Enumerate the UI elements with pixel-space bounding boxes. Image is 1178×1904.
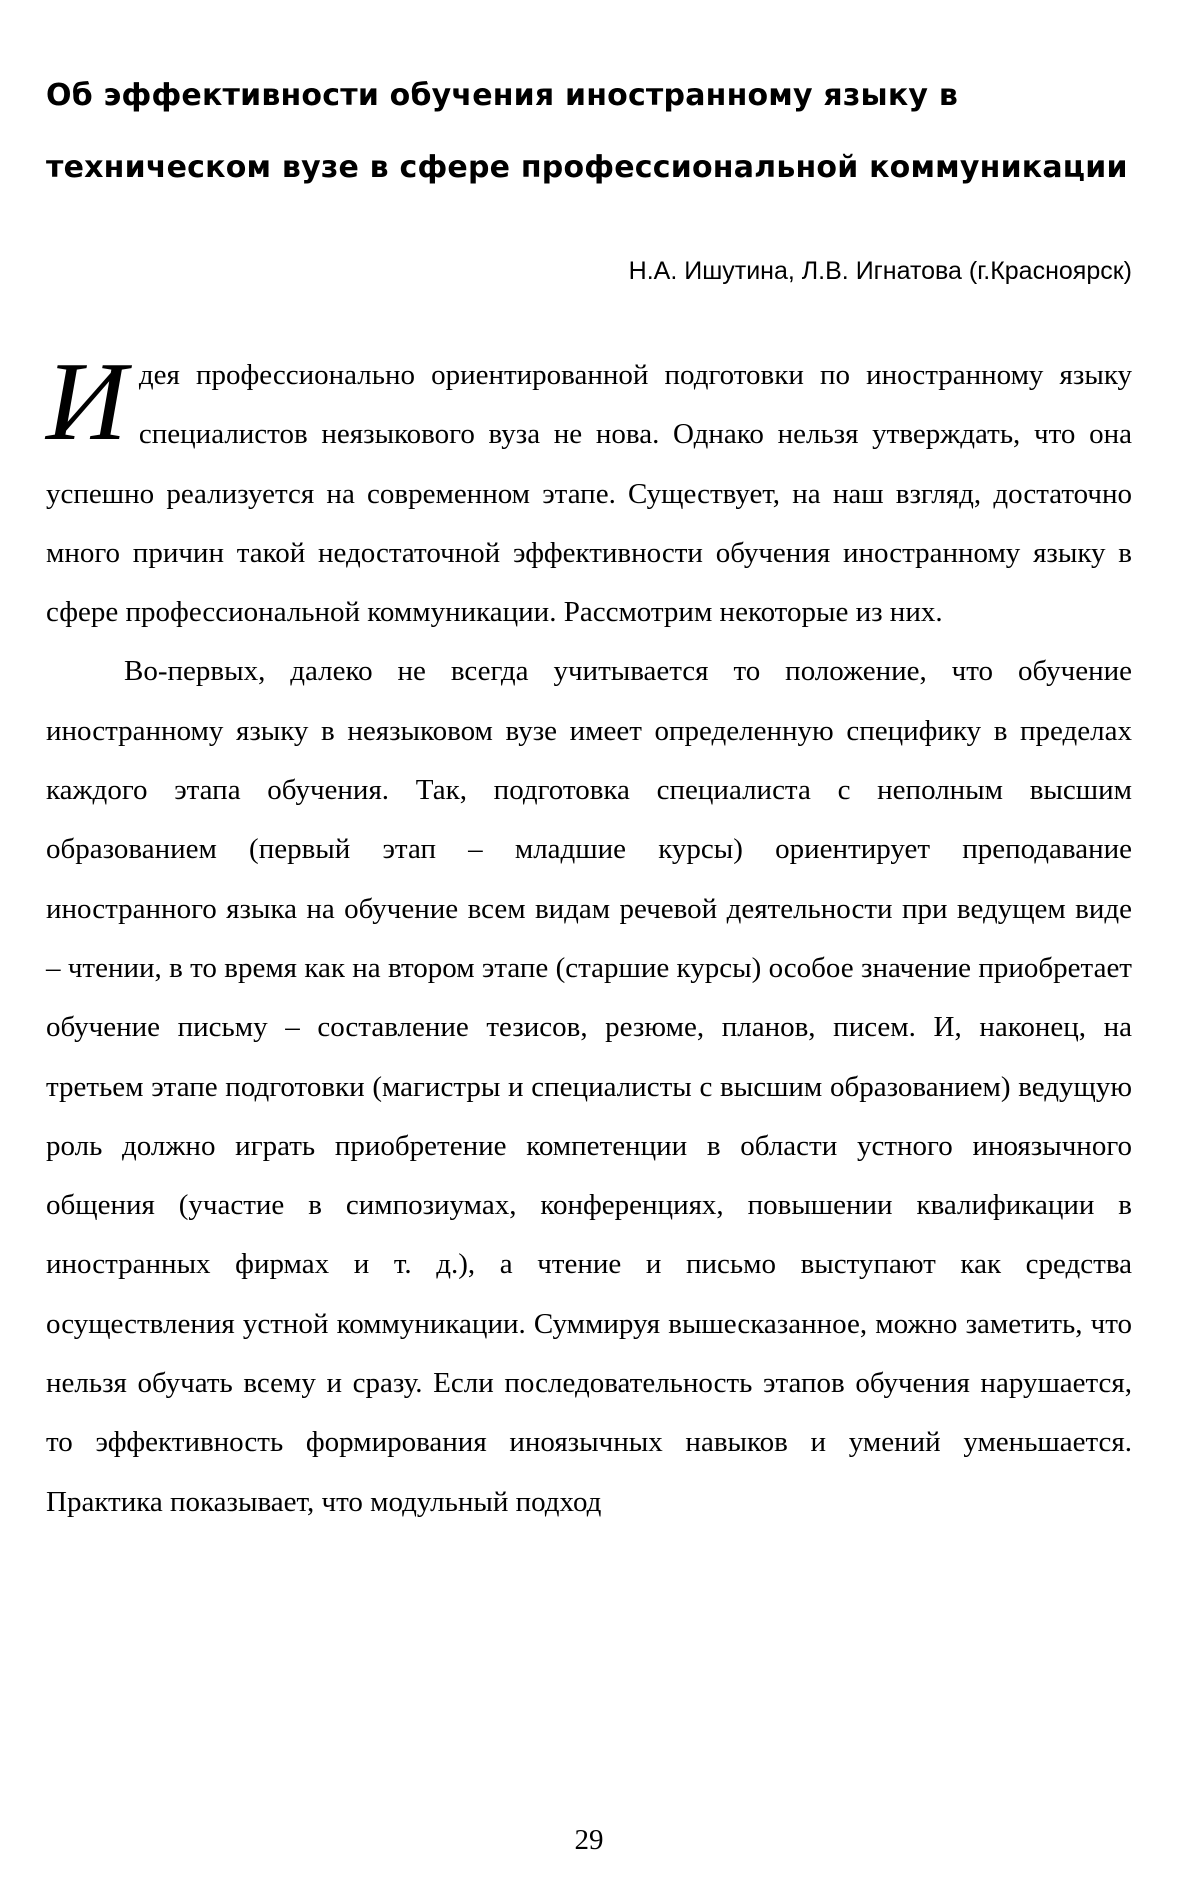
article-authors: Н.А. Ишутина, Л.В. Игнатова (г.Красноярск) [628, 257, 1132, 285]
paragraph-1 [46, 340, 1132, 642]
paragraph-1-text: дея профессионально ориентированной подготовки по иностранному языку специалистов неязыкового вуза не нова. Однако нельзя утверждать, что она успешно реализуется на современном этапе. Существует, на наш взгляд, достаточно много причин такой недостаточной эффективности обучения иностранному языку в сфере профессиональной коммуникации. Рассмотрим некоторые из них. [46, 359, 1132, 629]
paragraph-2: Во-первых, далеко не всегда учитывается то положение, что обучение иностранному языку в неязыковом вузе имеет определенную специфику в пределах каждого этапа обучения. Так, подготовка специалиста с неполным высшим образованием (первый этап – младшие курсы) ориентирует преподавание иностранного языка на обучение всем видам речевой деятельности при ведущем виде – чтении, в то время как на втором этапе (старшие курсы) особое значение приобретает обучение письму – составление тезисов, резюме, планов, писем. И, наконец, на третьем этапе подготовки (магистры и специалисты с высшим образованием) ведущую роль должно играть приобретение компетенции в области устного иноязычного общения (участие в симпозиумах, конференциях, повышении квалификации в иностранных фирмах и т. д.), а чтение и письмо выступают как средства осуществления устной коммуникации. Суммируя вышесказанное, можно заметить, что нельзя обучать всему и сразу. Если последовательность этапов обучения нарушается, то эффективность формирования иноязычных навыков и умений уменьшается. Практика показывает, что модульный подход [46, 655, 1132, 1518]
drop-cap: И [46, 340, 127, 464]
page-number: 29 [574, 1824, 604, 1856]
article-title: Об эффективности обучения иностранному языку в техническом вузе в сфере профессиональной коммуникации [46, 78, 1128, 185]
article-body [46, 340, 1132, 1532]
